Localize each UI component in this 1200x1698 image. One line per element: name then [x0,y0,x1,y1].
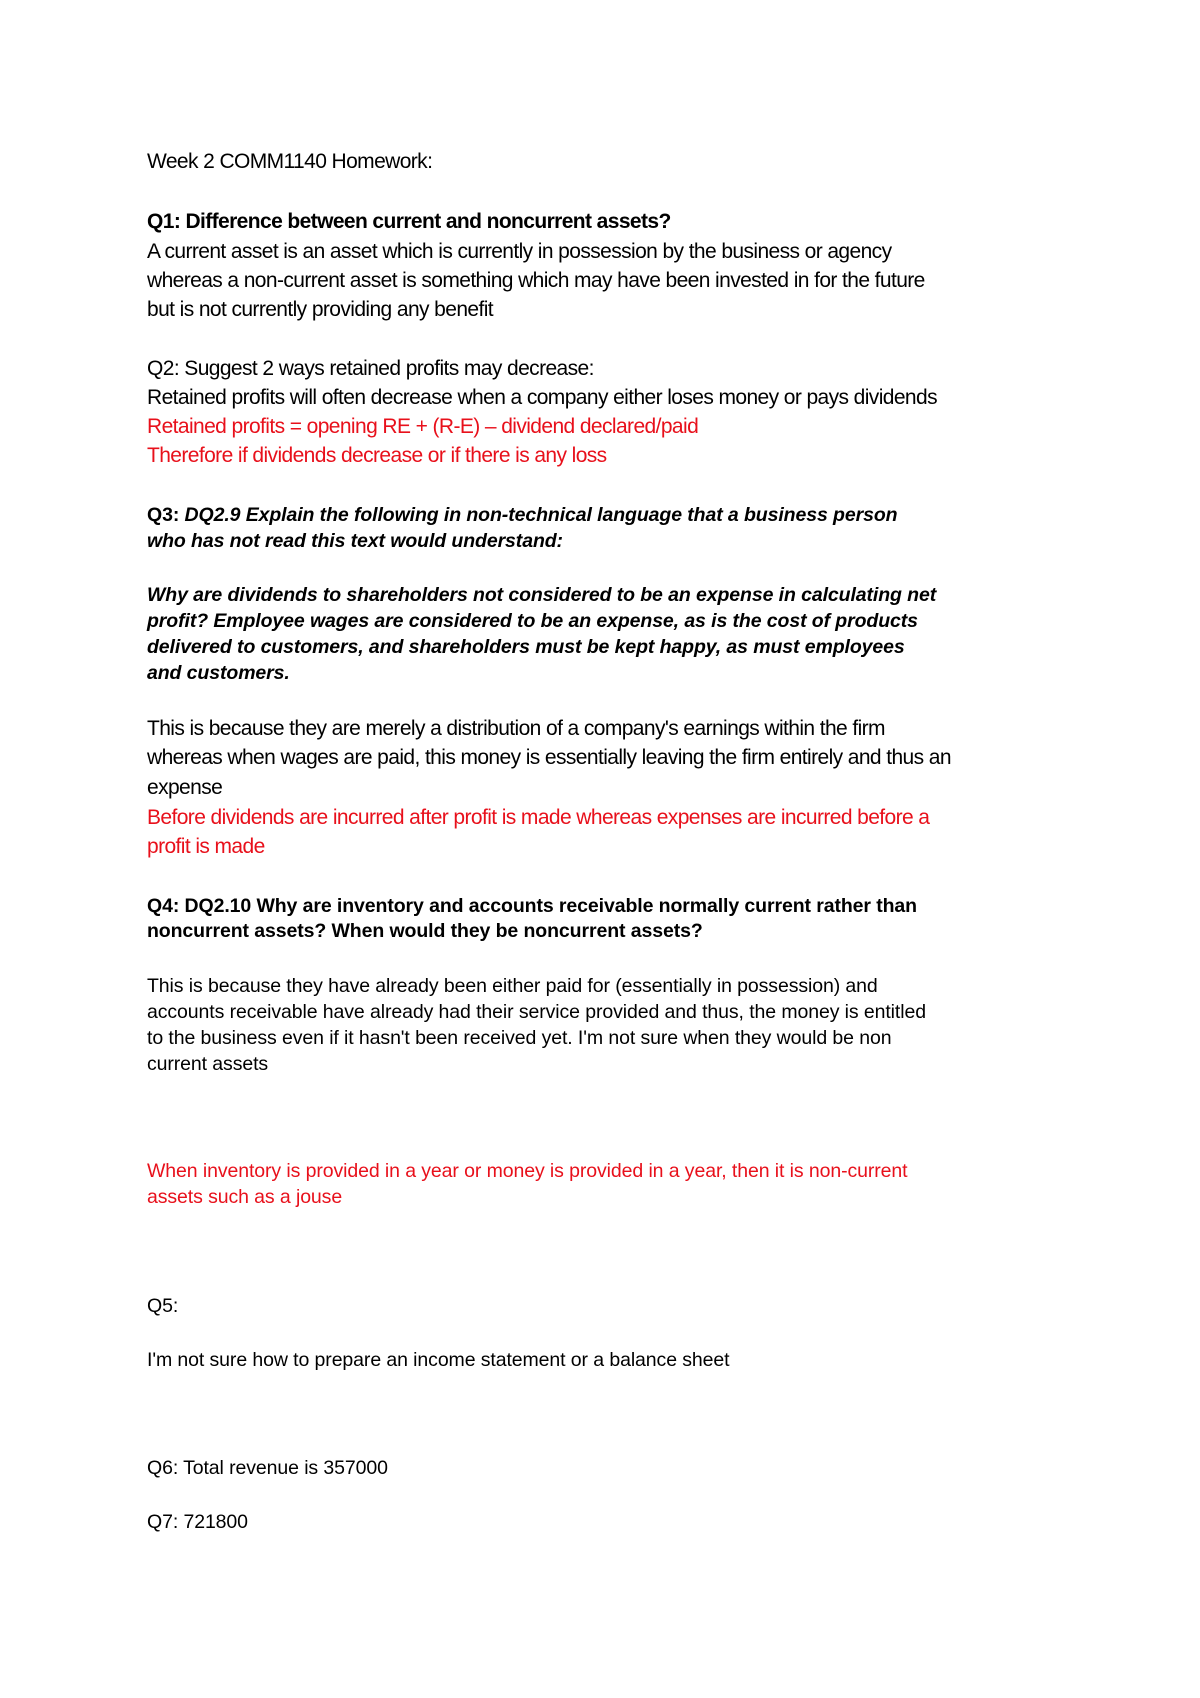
q1-answer-line: but is not currently providing any benefit [147,298,494,321]
q4-answer-line: current assets [147,1053,269,1075]
q5-heading: Q5: [147,1295,179,1317]
q3-heading-line: who has not read this text would understand: [147,530,563,552]
q3-answer-line: This is because they are merely a distribution of a company's earnings within the firm [147,717,885,740]
q3-prompt-line: and customers. [147,662,290,684]
q1-answer-line: A current asset is an asset which is currently in possession by the business or agency [147,240,892,263]
q4-answer-line: This is because they have already been either paid for (essentially in possession) and [147,975,878,997]
q3-heading [147,504,897,527]
q2-answer: Retained profits will often decrease when a company either loses money or pays dividends [147,386,937,409]
q4-correction-line: assets such as a jouse [147,1186,343,1208]
q4-answer-line: to the business even if it hasn't been received yet. I'm not sure when they would be non [147,1027,892,1049]
q4-heading-line: Q4: DQ2.10 Why are inventory and accounts receivable normally current rather than [147,895,917,917]
q3-prompt-line: profit? Employee wages are considered to be an expense, as is the cost of products [147,610,918,632]
q6-answer: Q6: Total revenue is 357000 [147,1457,388,1479]
q2-heading: Q2: Suggest 2 ways retained profits may decrease: [147,357,594,380]
q3-prompt-line: Why are dividends to shareholders not considered to be an expense in calculating net [147,584,937,606]
q3-label: Q3: [147,504,185,526]
q4-correction-line: When inventory is provided in a year or money is provided in a year, then it is non-current [147,1160,908,1182]
document-title: Week 2 COMM1140 Homework: [147,150,433,173]
q1-answer-line: whereas a non-current asset is something which may have been invested in for the future [147,269,925,292]
q3-prompt-line: delivered to customers, and shareholders must be kept happy, as must employees [147,636,905,658]
q2-correction-line: Retained profits = opening RE + (R-E) – dividend declared/paid [147,415,699,438]
q3-answer-line: expense [147,776,223,799]
q7-answer: Q7: 721800 [147,1511,248,1533]
q3-answer-line: whereas when wages are paid, this money is essentially leaving the firm entirely and thus an [147,746,951,769]
q5-answer: I'm not sure how to prepare an income statement or a balance sheet [147,1349,730,1371]
q4-answer-line: accounts receivable have already had their service provided and thus, the money is entitled [147,1001,926,1023]
q1-heading: Q1: Difference between current and noncurrent assets? [147,210,671,233]
q2-correction-line: Therefore if dividends decrease or if there is any loss [147,444,607,467]
q3-correction-line: profit is made [147,835,265,858]
q3-heading-text: DQ2.9 Explain the following in non-technical language that a business person [184,504,898,526]
q4-heading-line: noncurrent assets? When would they be noncurrent assets? [147,920,703,942]
q3-correction-line: Before dividends are incurred after profit is made whereas expenses are incurred before a [147,806,930,829]
